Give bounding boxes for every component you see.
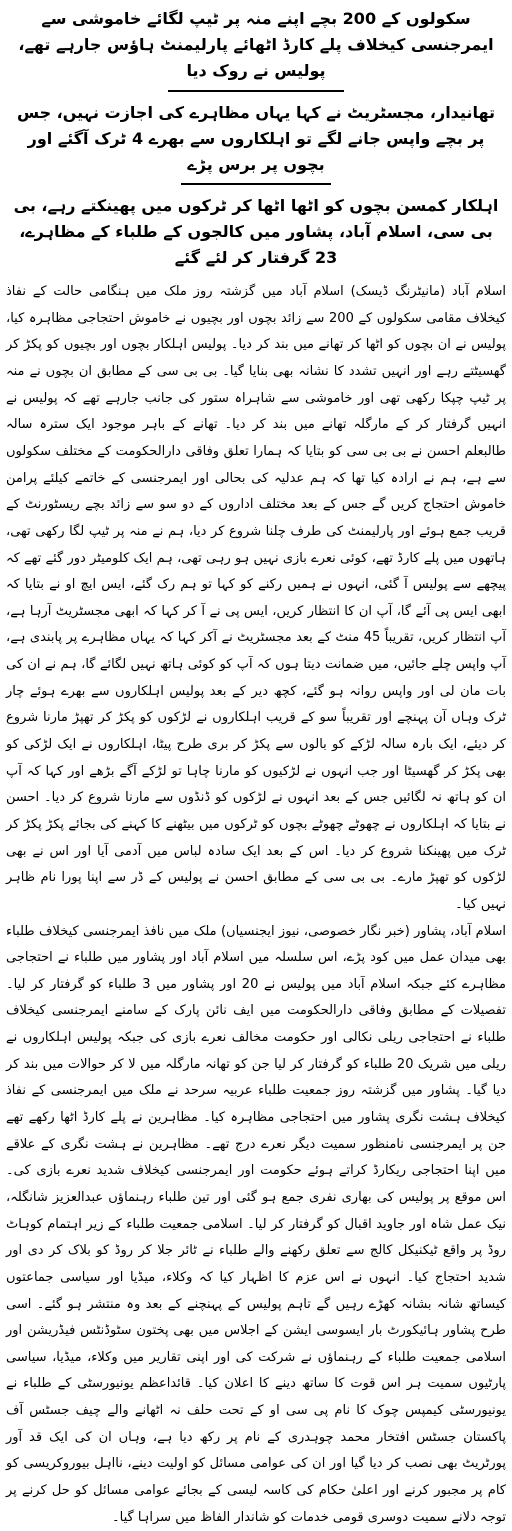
headline-2: تھانیدار، مجسٹریٹ نے کہا یہاں مظاہرے کی اجازت نہیں، جس پر بچے واپس جانے لگے تو اہلکاروں سے بھرے 4 ٹرک آگئے اور بچوں پر برس پڑے: [16, 102, 496, 174]
headline-3: اہلکار کمسن بچوں کو اٹھا اٹھا کر ٹرکوں میں پھینکتے رہے، بی بی سی، اسلام آباد، پشاور میں کالجوں کے طلباء کے مظاہرے، 23 گرفتار کر لئے گئے: [13, 196, 499, 268]
article-paragraph-1: اسلام آباد (مانیٹرنگ ڈیسک) اسلام آباد میں گزشتہ روز ملک میں ہنگامی حالت کے نفاذ کیخلاف مقامی سکولوں کے 200 سے زائد بچوں اور بچیوں نے خاموش احتجاجی مظاہرہ کیا، پولیس نے ان بچوں کو اٹھا کر تھانے میں بند کر دیا۔ پولیس اہلکار بچوں اور بچیوں کو پکڑ کر گھسیٹتے رہے اور انہیں تشدد کا نشانہ بھی بنایا گیا۔ بی بی سی کے مطابق ان بچوں نے منہ پر ٹیپ چپکا رکھی تھی اور خاموشی سے شاہراہ ستور کی جانب جارہے تھے کہ پولیس نے انہیں گرفتار کر کے مارگلہ تھانے میں بند کر دیا۔ تھانے کے باہر موجود ایک سترہ سالہ طالبعلم احسن نے بی بی سی کو بتایا کہ ہمارا تعلق وفاقی دارالحکومت کے مختلف سکولوں سے ہے، ہم نے ارادہ کیا تھا کہ ہم عدلیہ کی بحالی اور ایمرجنسی کے خاتمے کیلئے پرامن خاموش احتجاج کریں گے جس کے بعد مختلف اداروں کے دو سو سے زائد بچے ریسٹورنٹ کے قریب جمع ہوئے اور پارلیمنٹ کی طرف چلنا شروع کر دیا، ہم نے منہ پر ٹیپ لگا رکھی تھی، ہاتھوں میں پلے کارڈ تھے، کوئی نعرے بازی نہیں ہو رہی تھی، ہم ایک کلومیٹر دور گئے تھے کہ پیچھے سے پولیس آ گئی، انہوں نے ہمیں رکنے کو کہا تو ہم رک گئے، ایس ایچ او نے بتایا کہ ابھی ایس پی آئے گا، آپ ان کا انتظار کریں، ایس پی نے آ کر کہا کہ ابھی مجسٹریٹ آرہا ہے، آپ انتظار کریں، تقریباً 45 منٹ کے بعد مجسٹریٹ نے آکر کہا کہ یہاں مظاہرے پر پابندی ہے، آپ واپس چلے جائیں، میں ضمانت دیتا ہوں کہ آپ کو کوئی ہاتھ نہیں لگائے گا، ہم نے ان کی بات مان لی اور واپس روانہ ہو گئے، کچھ دیر کے بعد پولیس اہلکاروں سے بھرے ہوئے چار ٹرک وہاں آن پہنچے اور تقریباً سو کے قریب اہلکاروں نے لڑکوں کو پکڑ کر تھپڑ مارنا شروع کر دیئے، ایک بارہ سالہ لڑکے کو بالوں سے پکڑ کر بری طرح پیٹا، اہلکاروں نے ایک لڑکی کو بھی پکڑ کر گھسیٹا اور جب انہوں نے لڑکیوں کو مارنا چاہا تو لڑکے آگے بڑھے اور کہا کہ آپ ان کو ہاتھ نہ لگائیں جس کے بعد انہوں نے لڑکوں کو ڈنڈوں سے مارنا شروع کر دیا۔ احسن نے بتایا کہ اہلکاروں نے چھوٹے چھوٹے بچوں کو ٹرکوں میں بیٹھنے کا کہنے کی بجائے پکڑ پکڑ کر ٹرک میں پھینکنا شروع کر دیا۔ اس کے بعد ایک سادہ لباس میں آدمی آیا اور اس نے بھی لڑکوں کو تھپڑ مارے۔ بی بی سی کے مطابق احسن نے پولیس کے ڈر سے اپنا پورا نام ظاہر نہیں کیا۔: [6, 284, 506, 912]
article-paragraph-2: اسلام آباد، پشاور (خبر نگار خصوصی، نیوز ایجنسیاں) ملک میں نافذ ایمرجنسی کیخلاف طلباء بھی میدان عمل میں کود پڑے، اس سلسلہ میں اسلام آباد اور پشاور میں طلباء نے احتجاجی مظاہرے کئے جبکہ اسلام آباد میں پولیس نے 20 اور پشاور میں 3 طلباء کو گرفتار کر لیا۔ تفصیلات کے مطابق وفاقی دارالحکومت میں ایف نائن پارک کے سامنے ایمرجنسی کیخلاف طلباء نے احتجاجی ریلی نکالی اور حکومت مخالف نعرے بازی کی جبکہ پولیس اہلکاروں نے ریلی میں شریک 20 طلباء کو گرفتار کر لیا جن کو تھانہ مارگلہ میں لا کر حوالات میں بند کر دیا گیا۔ پشاور میں گزشتہ روز جمعیت طلباء عربیہ سرحد نے ملک میں ایمرجنسی کے نفاذ کیخلاف ہشت نگری پشاور میں احتجاجی مظاہرہ کیا۔ مظاہرین نے پلے کارڈ اٹھا رکھے تھے جن پر ایمرجنسی نامنظور سمیت دیگر نعرے درج تھے۔ مظاہرین نے ہشت نگری کے علاقے میں اپنا احتجاجی ریکارڈ کراتے ہوئے حکومت اور ایمرجنسی کیخلاف شدید نعرے بازی کی۔ اس موقع پر پولیس کی بھاری نفری جمع ہو گئی اور تین طلباء رہنماؤں عبدالعزیز شانگلہ، نیک عمل شاہ اور جاوید اقبال کو گرفتار کر لیا۔ اسلامی جمعیت طلباء کے زیر اہتمام کوہاٹ روڈ پر واقع ٹیکنیکل کالج سے تعلق رکھنے والے طلباء نے ٹائر جلا کر روڈ کو بلاک کر دی اور شدید احتجاج کیا۔ انہوں نے اس عزم کا اظہار کیا کہ وکلاء، میڈیا اور سیاسی جماعتوں کیساتھ شانہ بشانہ کھڑے رہیں گے تاہم پولیس کے پہنچنے کے بعد وہ منتشر ہو گئے۔ اسی طرح پشاور ہائیکورٹ بار ایسوسی ایشن کے اجلاس میں بھی پختون سٹوڈنٹس فیڈریشن اور اسلامی جمعیت طلباء کے رہنماؤں نے شرکت کی اور اپنی تقاریر میں وکلاء، میڈیا، سیاسی پارٹیوں سمیت ہر اس قوت کا ساتھ دینے کا اعلان کیا۔ قائداعظم یونیورسٹی کے طلباء نے یونیورسٹی کیمپس چوک کا نام پی سی او کے تحت حلف نہ اٹھانے والے چیف جسٹس آف پاکستان جسٹس افتخار محمد چوہدری کے نام پر رکھ دیا ہے، وہاں ان کی ایک قد آور پورٹریٹ بھی نصب کر دیا گیا اور ان کی عوامی مسائل کو اولیت دینے، نااہل بیوروکریسی کو کام پر مجبور کرنے اور اعلیٰ حکام کی کاسہ لیسی کے بجائے عوامی مسائل کو حل کرنے پر توجہ دلانے سمیت دوسری قومی خدمات کو شاندار الفاظ میں سراہا گیا۔: [6, 923, 506, 1525]
headline-1: سکولوں کے 200 بچے اپنے منہ پر ٹیپ لگائے خاموشی سے ایمرجنسی کیخلاف پلے کارڈ اٹھائے پارلیمنٹ ہاؤس جارہے تھے، پولیس نے روک دیا: [18, 9, 494, 80]
headline-divider-1: [168, 90, 344, 92]
article-body: [6, 279, 506, 1531]
headline-divider-2: [181, 183, 331, 185]
